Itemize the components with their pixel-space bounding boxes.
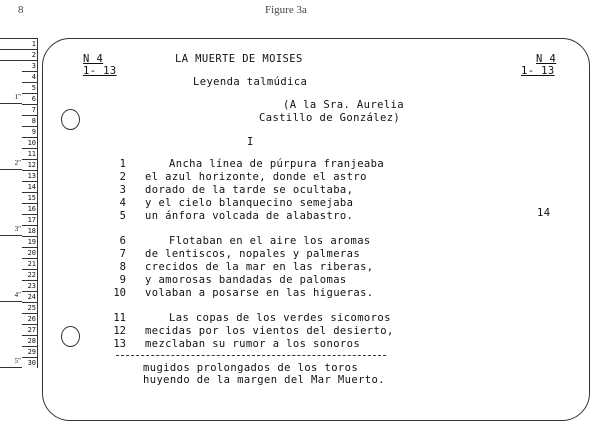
ruler-inch-mark: 4" [14, 291, 21, 299]
overflow-line-1: mugidos prolongados de los toros [143, 362, 359, 374]
poem-line-text: crecidos de la mar en las riberas, [145, 260, 374, 273]
ruler-tick [0, 60, 22, 61]
poem-line-text: un ánfora volcada de alabastro. [145, 209, 354, 222]
poem-line-number: 3 [119, 183, 126, 196]
page-number: 8 [18, 4, 24, 16]
ruler-inch-tick [0, 367, 22, 368]
poem-line-text: mecidas por los vientos del desierto, [145, 324, 394, 337]
ruler-inch-mark: 5" [14, 357, 21, 365]
punch-hole-bottom [61, 326, 80, 347]
dedication-line-2: Castillo de González) [259, 112, 401, 124]
poem-line-number: 2 [119, 170, 126, 183]
poem-line-text: y amorosas bandadas de palomas [145, 273, 347, 286]
ruler-row: 14 [22, 181, 38, 192]
ruler-row: 16 [22, 203, 38, 214]
poem-subtitle: Leyenda talmúdica [193, 76, 308, 88]
ruler-inch-tick [0, 235, 22, 236]
ruler-row: 26 [22, 313, 38, 324]
index-card [42, 38, 590, 421]
poem-line-number: 4 [119, 196, 126, 209]
poem-line-number: 5 [119, 209, 126, 222]
ruler-tick [0, 49, 22, 50]
ruler-row: 27 [22, 324, 38, 335]
poem-line-number: 6 [119, 235, 126, 247]
poem-line-number: 10 [113, 286, 126, 299]
ruler-row: 1 [22, 38, 38, 49]
ruler-row: 12 [22, 159, 38, 170]
punch-hole-top [61, 109, 80, 130]
poem-line-number: 1 [119, 158, 126, 170]
ruler-row: 2 [22, 49, 38, 60]
ruler-inch-mark: 3" [14, 225, 21, 233]
ruler-row: 22 [22, 269, 38, 280]
poem-line-text: Flotaban en el aire los aromas [169, 235, 371, 247]
ruler-row: 17 [22, 214, 38, 225]
ruler-inch-tick [0, 301, 22, 302]
ruler-row: 24 [22, 291, 38, 302]
ruler-row: 3 [22, 60, 38, 71]
ruler-row: 20 [22, 247, 38, 258]
poem-line-number: 7 [119, 247, 126, 260]
ruler-row: 5 [22, 82, 38, 93]
poem-line-text: y el cielo blanquecino semejaba [145, 196, 354, 209]
poem-line-number: 8 [119, 260, 126, 273]
ruler-row: 4 [22, 71, 38, 82]
ruler-row: 10 [22, 137, 38, 148]
ruler-row: 21 [22, 258, 38, 269]
poem-line-text: Ancha línea de púrpura franjeaba [169, 158, 385, 170]
poem-line-number: 13 [113, 337, 126, 350]
card-range-left: 1- 13 [83, 65, 117, 77]
poem-line-text: mezclaban su rumor a los sonoros [145, 337, 361, 350]
poem-line-number: 9 [119, 273, 126, 286]
dedication-line-1: (A la Sra. Aurelia [283, 99, 404, 111]
ruler-row: 6 [22, 93, 38, 104]
poem-line-text: dorado de la tarde se ocultaba, [145, 183, 354, 196]
ruler-row: 25 [22, 302, 38, 313]
ruler-row: 8 [22, 115, 38, 126]
poem-line-number: 11 [113, 312, 126, 324]
ruler-row: 13 [22, 170, 38, 181]
ruler-tick [0, 38, 22, 39]
poem-line-number: 12 [113, 324, 126, 337]
card-number-left: N 4 [83, 53, 104, 65]
ruler-inch-mark: 1" [14, 93, 21, 101]
ruler-row: 29 [22, 346, 38, 357]
ruler-row: 28 [22, 335, 38, 346]
poem-line-text: volaban a posarse en las higueras. [145, 286, 374, 299]
ruler-inch-tick [0, 103, 22, 104]
ruler-row: 19 [22, 236, 38, 247]
ruler-row: 7 [22, 104, 38, 115]
ruler-row: 15 [22, 192, 38, 203]
poem-line-text: de lentiscos, nopales y palmeras [145, 247, 361, 260]
margin-number: 14 [537, 207, 551, 219]
ruler-row: 9 [22, 126, 38, 137]
section-numeral: I [247, 136, 254, 148]
card-number-right: N 4 [536, 53, 557, 65]
figure-title: Figure 3a [265, 4, 307, 16]
ruler-inch-mark: 2" [14, 159, 21, 167]
ruler-inch-tick [0, 169, 22, 170]
line-ruler [0, 38, 40, 400]
overflow-line-2: huyendo de la margen del Mar Muerto. [143, 374, 385, 386]
dashed-separator [116, 355, 386, 356]
ruler-row: 23 [22, 280, 38, 291]
ruler-row: 30 [22, 357, 38, 368]
poem-line-text: el azul horizonte, donde el astro [145, 170, 367, 183]
ruler-row: 11 [22, 148, 38, 159]
poem-line-text: Las copas de los verdes sicomoros [169, 312, 391, 324]
ruler-row: 18 [22, 225, 38, 236]
card-range-right: 1- 13 [521, 65, 555, 77]
poem-title: LA MUERTE DE MOISES [175, 53, 303, 65]
